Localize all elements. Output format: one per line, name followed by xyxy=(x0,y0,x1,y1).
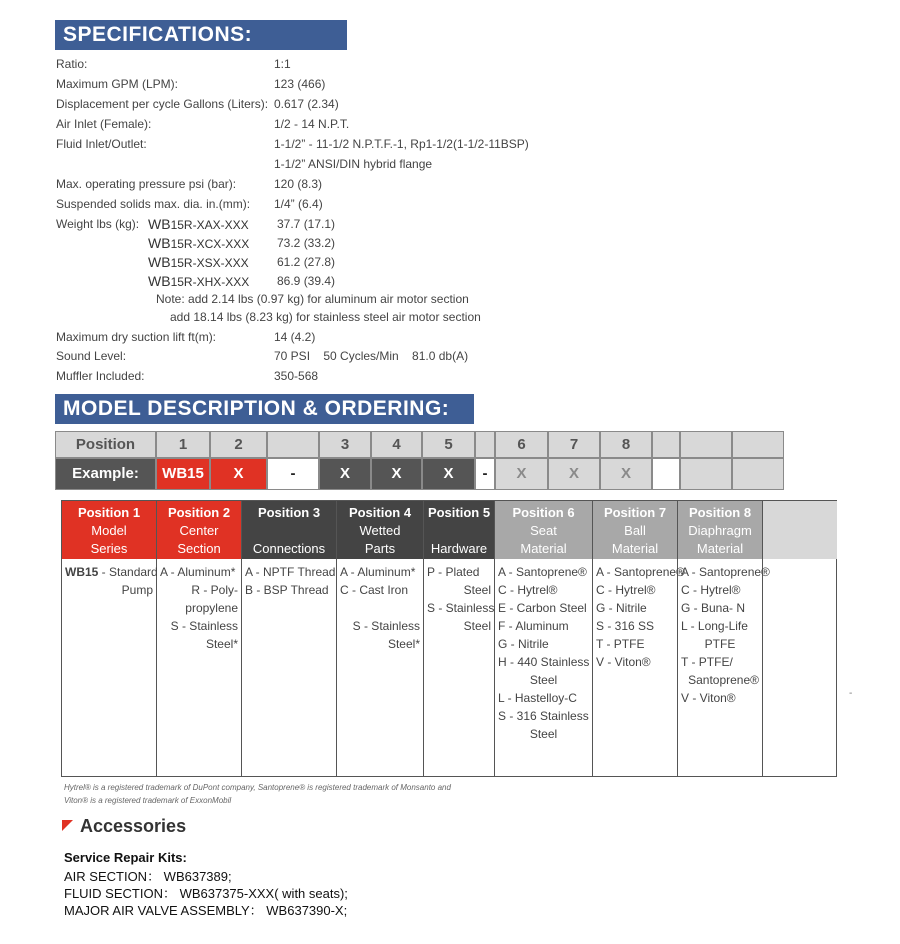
spec-label: Sound Level: xyxy=(56,349,127,363)
column-header xyxy=(62,501,156,559)
option-line: P - Plated xyxy=(427,565,480,579)
option-line: A - NPTF Thread xyxy=(245,565,336,579)
column-subtitle: Hardware xyxy=(430,541,488,556)
example-code: X xyxy=(600,458,652,490)
option-line: G - Buna- N xyxy=(681,601,746,615)
spec-value: 14 (4.2) xyxy=(274,330,316,344)
column-subtitle: Series xyxy=(90,541,128,556)
weight-label: Weight lbs (kg): xyxy=(56,217,140,231)
option-line: A - Santoprene® xyxy=(681,565,770,579)
option-line: Santoprene® xyxy=(688,673,759,687)
column-subtitle: Ball xyxy=(624,523,646,538)
column-title: Position 5 xyxy=(427,505,491,520)
option-line: S - 316 SS xyxy=(596,619,655,633)
example-code: X xyxy=(422,458,475,490)
position-number xyxy=(475,431,495,458)
column-title: Position 2 xyxy=(167,505,231,520)
spec-value: 350-568 xyxy=(274,369,319,383)
option-line: S - Stainless xyxy=(170,619,238,633)
weight-value: 73.2 (33.2) xyxy=(277,236,336,250)
example-code: X xyxy=(371,458,422,490)
column-subtitle: Material xyxy=(696,541,744,556)
spec-label: Maximum GPM (LPM): xyxy=(56,77,179,91)
column-options xyxy=(65,563,158,599)
column-subtitle: Wetted xyxy=(359,523,401,538)
column-options xyxy=(427,563,495,635)
kit-line: MAJOR AIR VALVE ASSEMBLY： WB637390-X; xyxy=(64,903,348,918)
example-code: WB15 xyxy=(156,458,210,490)
spec-label: Suspended solids max. dia. in.(mm): xyxy=(56,197,251,211)
option-line: L - Hastelloy-C xyxy=(498,691,577,705)
model-description-heading: MODEL DESCRIPTION & ORDERING: xyxy=(55,394,474,424)
option-line: A - Aluminum* xyxy=(340,565,416,579)
weight-model: WB15R-XAX-XXX xyxy=(148,216,249,232)
option-line: T - PTFE/ xyxy=(681,655,733,669)
option-line: S - Stainless xyxy=(352,619,420,633)
trademark-note: Viton® is a registered trademark of ExxonMobil xyxy=(64,796,232,805)
spec-value: 1-1/2” - 11-1/2 N.P.T.F.-1, Rp1-1/2(1-1/2-11BSP) xyxy=(274,137,529,151)
weight-model: WB15R-XHX-XXX xyxy=(148,273,250,289)
option-line: R - Poly- xyxy=(191,583,238,597)
spec-value: 1/2 - 14 N.P.T. xyxy=(274,117,350,131)
column-options xyxy=(498,563,589,743)
position-column xyxy=(62,501,157,776)
example-code: X xyxy=(319,458,371,490)
accessories-title: Accessories xyxy=(80,816,187,836)
column-title: Position 3 xyxy=(257,505,321,520)
example-code: - xyxy=(267,458,319,490)
spec-value: 0.617 (2.34) xyxy=(274,97,339,111)
column-subtitle: Section xyxy=(177,541,221,556)
spec-value: 1/4” (6.4) xyxy=(274,197,323,211)
example-label: Example: xyxy=(55,458,156,490)
option-line: C - Cast Iron xyxy=(340,583,409,597)
trademark-note: Hytrel® is a registered trademark of DuPont company, Santoprene® is registered trademark of Monsanto and xyxy=(64,783,451,792)
side-mark: - xyxy=(849,688,853,699)
column-options xyxy=(160,563,238,653)
option-line: WB15 - Standard xyxy=(65,565,158,579)
column-options xyxy=(596,563,685,671)
option-line: H - 440 Stainless xyxy=(498,655,590,669)
example-code: - xyxy=(475,458,495,490)
position-column xyxy=(495,501,593,776)
position-number: 4 xyxy=(371,431,422,458)
position-description-table xyxy=(61,500,837,777)
blank-column xyxy=(763,501,837,776)
column-header xyxy=(424,501,494,559)
column-options xyxy=(245,563,336,599)
position-number xyxy=(652,431,680,458)
option-line: T - PTFE xyxy=(596,637,645,651)
example-code: X xyxy=(210,458,267,490)
specifications-heading: SPECIFICATIONS: xyxy=(55,20,347,50)
column-subtitle: Parts xyxy=(364,541,396,556)
column-subtitle: Material xyxy=(611,541,659,556)
example-code xyxy=(680,458,732,490)
spec-label: Air Inlet (Female): xyxy=(56,117,152,131)
spec-label: Displacement per cycle Gallons (Liters): xyxy=(56,97,269,111)
position-number: 2 xyxy=(210,431,267,458)
position-number: 1 xyxy=(156,431,210,458)
option-line xyxy=(340,599,420,617)
option-line: C - Hytrel® xyxy=(681,583,741,597)
spec-label: Maximum dry suction lift ft(m): xyxy=(56,330,217,344)
spec-label: Ratio: xyxy=(56,57,88,71)
option-line: PTFE xyxy=(704,637,736,651)
position-column xyxy=(337,501,424,776)
option-line: A - Santoprene® xyxy=(498,565,587,579)
option-line: Steel* xyxy=(205,637,238,651)
position-number xyxy=(732,431,784,458)
column-title: Position 4 xyxy=(348,505,412,520)
column-title: Position 1 xyxy=(77,505,141,520)
column-subtitle xyxy=(242,522,336,540)
position-column xyxy=(242,501,337,776)
column-header xyxy=(763,501,837,559)
option-line: V - Viton® xyxy=(596,655,651,669)
column-subtitle: Diaphragm xyxy=(688,523,752,538)
option-line: L - Long-Life xyxy=(681,619,748,633)
weight-value: 86.9 (39.4) xyxy=(277,274,336,288)
column-subtitle: Center xyxy=(179,523,219,538)
weight-model: WB15R-XSX-XXX xyxy=(148,254,249,270)
option-line: E - Carbon Steel xyxy=(498,601,587,615)
example-code: X xyxy=(548,458,600,490)
position-number: 3 xyxy=(319,431,371,458)
spec-label: Max. operating pressure psi (bar): xyxy=(56,177,237,191)
spec-value: 1-1/2” ANSI/DIN hybrid flange xyxy=(274,157,433,171)
column-options xyxy=(340,563,420,653)
option-line: C - Hytrel® xyxy=(498,583,558,597)
kit-line: AIR SECTION： WB637389; xyxy=(64,869,232,884)
position-number: 8 xyxy=(600,431,652,458)
column-header xyxy=(593,501,677,559)
example-code: X xyxy=(495,458,548,490)
option-line: G - Nitrile xyxy=(596,601,647,615)
position-number: 5 xyxy=(422,431,475,458)
position-column xyxy=(678,501,770,776)
option-line: S - Stainless xyxy=(427,601,495,615)
position-column xyxy=(157,501,242,776)
spec-label: Fluid Inlet/Outlet: xyxy=(56,137,147,151)
column-subtitle xyxy=(424,522,494,540)
option-line: Steel xyxy=(463,619,491,633)
column-options xyxy=(681,563,770,707)
position-number xyxy=(267,431,319,458)
position-number xyxy=(680,431,732,458)
ordering-grid xyxy=(55,431,835,491)
option-line: Steel xyxy=(463,583,491,597)
column-header xyxy=(337,501,423,559)
spec-value: 1:1 xyxy=(274,57,291,71)
service-kits-heading: Service Repair Kits: xyxy=(64,850,187,865)
option-line: Steel xyxy=(529,673,558,687)
column-header xyxy=(157,501,241,559)
column-subtitle: Seat xyxy=(530,523,557,538)
weight-model: WB15R-XCX-XXX xyxy=(148,235,250,251)
option-line: propylene xyxy=(185,601,238,615)
position-column xyxy=(593,501,685,776)
position-label: Position xyxy=(55,431,156,458)
column-header xyxy=(495,501,592,559)
position-column xyxy=(424,501,495,776)
spec-value: 120 (8.3) xyxy=(274,177,323,191)
option-line: G - Nitrile xyxy=(498,637,549,651)
kit-line: FLUID SECTION： WB637375-XXX( with seats); xyxy=(64,886,348,901)
spec-value: 70 PSI 50 Cycles/Min 81.0 db(A) xyxy=(274,349,469,363)
option-line: A - Aluminum* xyxy=(160,565,236,579)
option-line: B - BSP Thread xyxy=(245,583,329,597)
example-code xyxy=(652,458,680,490)
weight-value: 37.7 (17.1) xyxy=(277,217,336,231)
weight-value: 61.2 (27.8) xyxy=(277,255,336,269)
example-code xyxy=(732,458,784,490)
option-line: C - Hytrel® xyxy=(596,583,656,597)
option-line: Steel xyxy=(529,727,558,741)
red-triangle-icon xyxy=(62,820,73,831)
column-header xyxy=(242,501,336,559)
spec-value: 123 (466) xyxy=(274,77,326,91)
column-header xyxy=(678,501,762,559)
position-number: 7 xyxy=(548,431,600,458)
option-line: Steel* xyxy=(387,637,420,651)
column-subtitle: Model xyxy=(91,523,127,538)
column-title: Position 7 xyxy=(603,505,667,520)
position-number: 6 xyxy=(495,431,548,458)
option-line: A - Santoprene® xyxy=(596,565,685,579)
column-subtitle: Connections xyxy=(252,541,326,556)
column-title: Position 8 xyxy=(688,505,752,520)
option-line: V - Viton® xyxy=(681,691,736,705)
option-line: S - 316 Stainless xyxy=(498,709,589,723)
column-title: Position 6 xyxy=(512,505,575,520)
spec-label: Muffler Included: xyxy=(56,369,145,383)
option-line: F - Aluminum xyxy=(498,619,569,633)
option-line: Pump xyxy=(121,583,153,597)
column-subtitle: Material xyxy=(520,541,567,556)
